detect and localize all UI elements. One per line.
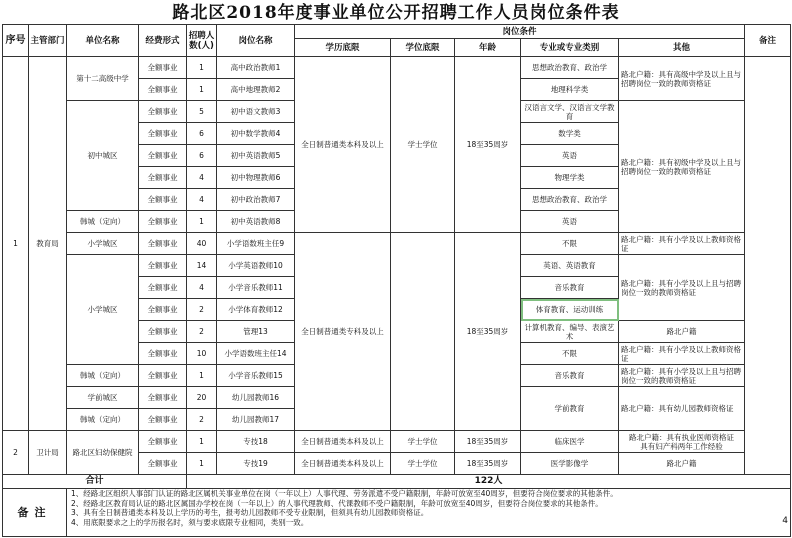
count-cell: 6 [187, 145, 217, 167]
post-cell: 小学体育教师12 [217, 299, 295, 321]
header-other: 其他 [619, 39, 745, 57]
edu-cell: 全日制普通类本科及以上 [295, 431, 391, 453]
post-cell: 初中数学教师4 [217, 123, 295, 145]
count-cell: 40 [187, 233, 217, 255]
major-cell: 物理学类 [521, 167, 619, 189]
count-cell: 2 [187, 321, 217, 343]
post-cell: 专技19 [217, 453, 295, 475]
major-cell: 计算机教育、编导、表演艺术 [521, 321, 619, 343]
fund-cell: 全额事业 [139, 57, 187, 79]
count-cell: 2 [187, 409, 217, 431]
unit-cell: 小学城区 [67, 233, 139, 255]
major-cell: 不限 [521, 343, 619, 365]
page-number: 4 [782, 516, 788, 526]
count-cell: 4 [187, 189, 217, 211]
count-cell: 4 [187, 167, 217, 189]
post-cell: 幼儿园教师16 [217, 387, 295, 409]
header-unit: 单位名称 [67, 25, 139, 57]
other-cell: 路北户籍：具有幼儿园教师资格证 [619, 387, 745, 431]
major-cell: 英语 [521, 211, 619, 233]
count-cell: 6 [187, 123, 217, 145]
major-cell: 思想政治教育、政治学 [521, 57, 619, 79]
fund-cell: 全额事业 [139, 233, 187, 255]
header-age: 年龄 [455, 39, 521, 57]
unit-cell: 韩城（定向） [67, 211, 139, 233]
post-cell: 初中物理教师6 [217, 167, 295, 189]
other-line: 路北户籍：具有执业医师资格证 [629, 432, 734, 442]
major-cell-highlighted: 体育教育、运动训练 [521, 299, 619, 321]
count-cell: 14 [187, 255, 217, 277]
header-fund: 经费形式 [139, 25, 187, 57]
count-cell: 1 [187, 211, 217, 233]
degree-cell: 学士学位 [391, 453, 455, 475]
fund-cell: 全额事业 [139, 255, 187, 277]
fund-cell: 全额事业 [139, 321, 187, 343]
age-cell: 18至35周岁 [455, 57, 521, 233]
count-cell: 20 [187, 387, 217, 409]
edu-cell: 全日制普通类本科及以上 [295, 57, 391, 233]
count-cell: 10 [187, 343, 217, 365]
fund-cell: 全额事业 [139, 343, 187, 365]
remark-cell [745, 57, 791, 475]
major-cell: 地理科学类 [521, 79, 619, 101]
unit-cell: 韩城（定向） [67, 365, 139, 387]
count-cell: 1 [187, 79, 217, 101]
unit-cell: 第十二高级中学 [67, 57, 139, 101]
post-cell: 小学语数班主任9 [217, 233, 295, 255]
major-cell: 学前教育 [521, 387, 619, 431]
seq-cell: 2 [3, 431, 29, 475]
major-cell: 音乐教育 [521, 365, 619, 387]
post-cell: 初中语文教师3 [217, 101, 295, 123]
count-cell: 2 [187, 299, 217, 321]
major-cell: 英语 [521, 145, 619, 167]
other-cell: 路北户籍 [619, 453, 745, 475]
note-line: 1、经路北区组织人事部门认证的路北区属机关事业单位在岗（一年以上）人事代理、劳务派遣不受户籍限制，年龄可放宽至40周岁，但要符合岗位要求的其他条件。 [71, 489, 618, 498]
other-line: 具有妇产科两年工作经验 [640, 441, 723, 451]
unit-cell: 初中城区 [67, 101, 139, 211]
total-value: 122人 [187, 475, 791, 489]
header-conditions: 岗位条件 [295, 25, 745, 39]
edu-cell: 全日制普通类本科及以上 [295, 453, 391, 475]
post-cell: 小学音乐教师11 [217, 277, 295, 299]
count-cell: 5 [187, 101, 217, 123]
post-cell: 幼儿园教师17 [217, 409, 295, 431]
other-cell: 路北户籍：具有小学及以上且与招聘岗位一致的教师资格证 [619, 365, 745, 387]
fund-cell: 全额事业 [139, 299, 187, 321]
major-cell: 思想政治教育、政治学 [521, 189, 619, 211]
post-cell: 小学语数班主任14 [217, 343, 295, 365]
fund-cell: 全额事业 [139, 365, 187, 387]
page-title: 路北区2018年度事业单位公开招聘工作人员岗位条件表 [172, 3, 620, 23]
unit-cell: 小学城区 [67, 255, 139, 365]
degree-cell: 学士学位 [391, 57, 455, 233]
header-remark: 备注 [745, 25, 791, 57]
notes-label: 备注 [3, 489, 67, 537]
major-cell: 临床医学 [521, 431, 619, 453]
major-cell: 英语、英语教育 [521, 255, 619, 277]
fund-cell: 全额事业 [139, 453, 187, 475]
edu-cell: 全日制普通类专科及以上 [295, 233, 391, 431]
fund-cell: 全额事业 [139, 101, 187, 123]
header-seq: 序号 [3, 25, 29, 57]
fund-cell: 全额事业 [139, 387, 187, 409]
notes-cell [67, 489, 791, 537]
post-cell: 初中英语教师8 [217, 211, 295, 233]
post-cell: 小学音乐教师15 [217, 365, 295, 387]
note-line: 4、用底限要求之上的学历报名时，须与要求底限专业相同，类别一致。 [71, 517, 309, 527]
fund-cell: 全额事业 [139, 145, 187, 167]
major-cell: 音乐教育 [521, 277, 619, 299]
header-degree: 学位底限 [391, 39, 455, 57]
count-cell: 1 [187, 431, 217, 453]
degree-cell [391, 233, 455, 431]
major-cell: 不限 [521, 233, 619, 255]
unit-cell: 韩城（定向） [67, 409, 139, 431]
post-cell: 高中地理教师2 [217, 79, 295, 101]
fund-cell: 全额事业 [139, 431, 187, 453]
unit-cell: 学前城区 [67, 387, 139, 409]
fund-cell: 全额事业 [139, 189, 187, 211]
post-cell: 初中英语教师5 [217, 145, 295, 167]
age-cell: 18至35周岁 [455, 233, 521, 431]
other-cell: 路北户籍：具有初级中学及以上且与招聘岗位一致的教师资格证 [619, 101, 745, 233]
post-cell: 专技18 [217, 431, 295, 453]
note-line: 3、具有全日制普通类本科及以上学历的考生，报考幼儿园教师不受专业限制，但须具有幼儿园教师资格证。 [71, 508, 429, 517]
count-cell: 4 [187, 277, 217, 299]
total-label: 合计 [3, 475, 187, 489]
other-cell [619, 431, 745, 453]
post-cell: 初中政治教师7 [217, 189, 295, 211]
fund-cell: 全额事业 [139, 277, 187, 299]
recruitment-table [2, 24, 791, 537]
major-cell: 医学影像学 [521, 453, 619, 475]
dept-cell: 卫计局 [29, 431, 67, 475]
age-cell: 18至35周岁 [455, 453, 521, 475]
unit-cell: 路北区妇幼保健院 [67, 431, 139, 475]
degree-cell: 学士学位 [391, 431, 455, 453]
fund-cell: 全额事业 [139, 167, 187, 189]
dept-cell: 教育局 [29, 57, 67, 431]
other-cell: 路北户籍：具有小学及以上教师资格证 [619, 343, 745, 365]
fund-cell: 全额事业 [139, 211, 187, 233]
fund-cell: 全额事业 [139, 79, 187, 101]
major-cell: 数学类 [521, 123, 619, 145]
other-cell: 路北户籍：具有小学及以上且与招聘岗位一致的教师资格证 [619, 255, 745, 321]
major-cell: 汉语言文学、汉语言文学教育 [521, 101, 619, 123]
fund-cell: 全额事业 [139, 409, 187, 431]
post-cell: 管理13 [217, 321, 295, 343]
header-major: 专业或专业类别 [521, 39, 619, 57]
count-cell: 1 [187, 453, 217, 475]
fund-cell: 全额事业 [139, 123, 187, 145]
header-edu: 学历底限 [295, 39, 391, 57]
header-post: 岗位名称 [217, 25, 295, 57]
other-cell: 路北户籍：具有高级中学及以上且与招聘岗位一致的教师资格证 [619, 57, 745, 101]
count-cell: 1 [187, 365, 217, 387]
header-count: 招聘人数(人) [187, 25, 217, 57]
other-cell: 路北户籍 [619, 321, 745, 343]
post-cell: 高中政治教师1 [217, 57, 295, 79]
other-cell: 路北户籍：具有小学及以上教师资格证 [619, 233, 745, 255]
age-cell: 18至35周岁 [455, 431, 521, 453]
post-cell: 小学英语教师10 [217, 255, 295, 277]
header-dept: 主管部门 [29, 25, 67, 57]
note-line: 2、经路北区教育局认证的路北区属国办学校在岗（一年以上）的人事代理教师、代课教师不受户籍限制，年龄可放宽至40周岁，但要符合岗位要求的其他条件。 [71, 498, 603, 508]
count-cell: 1 [187, 57, 217, 79]
seq-cell: 1 [3, 57, 29, 431]
